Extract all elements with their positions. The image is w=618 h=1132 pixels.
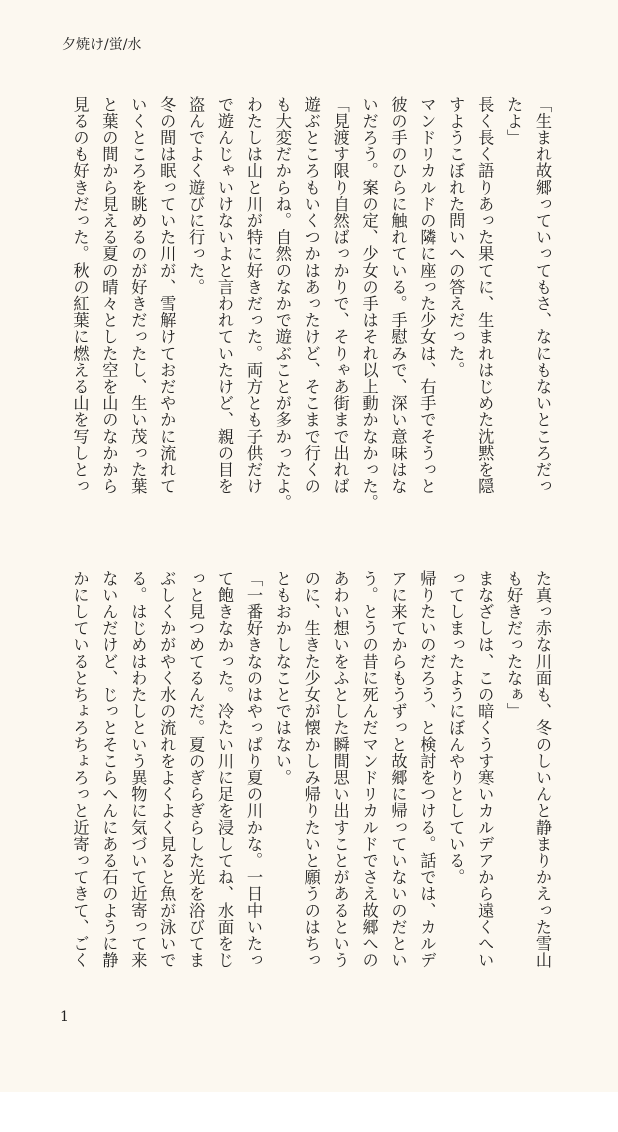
text-line: 帰りたいのだろう、と検討をつける。話では、カルデ — [417, 570, 437, 969]
text-line: 「見渡す限り自然ばっかりで、そりゃあ街まで出れば — [330, 96, 350, 495]
text-line: マンドリカルドの隣に座った少女は、右手でそうっと — [417, 96, 437, 495]
text-line: アに来てからもうずっと故郷に帰っていないのだとい — [388, 570, 408, 969]
text-line: っと見つめてるんだ。夏のぎらぎらした光を浴びてま — [186, 570, 206, 969]
text-line: も好きだったなぁ」 — [504, 570, 524, 720]
text-line: と葉の間から見える夏の晴々とした空を山のなかから — [99, 96, 119, 495]
text-line: かにしているとちょろちょろっと近寄ってきて、ごく — [70, 570, 90, 969]
text-line: いだろう。案の定、少女の手はそれ以上動かなかった。 — [359, 96, 379, 511]
text-line: で遊んじゃいけないよと言われていたけど、親の目を — [215, 96, 235, 495]
text-line: 長く長く語りあった果てに、生まれはじめた沈黙を隠 — [475, 96, 495, 495]
text-line: たよ」 — [504, 96, 524, 146]
text-line: わたしは山と川が特に好きだった。両方とも子供だけ — [243, 96, 263, 495]
text-line: 冬の間は眠っていた川が、雪解けておだやかに流れて — [157, 96, 177, 495]
text-line: 「一番好きなのはやっぱり夏の川かな。一日中いたっ — [243, 570, 263, 969]
text-line: た真っ赤な川面も、冬のしいんと静まりかえった雪山 — [533, 570, 552, 969]
text-line: 盗んでよく遊びに行った。 — [186, 96, 206, 296]
text-line: 見るのも好きだった。秋の紅葉に燃える山を写しとっ — [70, 96, 90, 495]
running-header: 夕焼け/蛍/水 — [62, 37, 142, 53]
text-line: も大変だからね。自然のなかで遊ぶことが多かったよ。 — [272, 96, 292, 511]
text-line: あわい想いをふとした瞬間思い出すことがあるという — [330, 570, 350, 969]
text-line: ともおかしなことではない。 — [272, 570, 292, 786]
text-block-lower — [56, 570, 556, 1010]
text-line: う。とうの昔に死んだマンドリカルドでさえ故郷への — [359, 570, 379, 969]
text-line: ぶしくかがやく水の流れをよくよく見ると魚が泳いで — [157, 570, 177, 969]
text-line: まなざしは、この暗くうす寒いカルデアから遠くへい — [475, 570, 495, 969]
page-number: 1 — [60, 1009, 69, 1025]
text-line: ないんだけど、じっとそこらへんにある石のように静 — [99, 570, 119, 969]
text-line: 「生まれ故郷っていってもさ、なにもないところだっ — [533, 96, 552, 495]
text-line: る。はじめはわたしという異物に気づいて近寄って来 — [128, 570, 148, 969]
text-line: ってしまったようにぼんやりとしている。 — [446, 570, 466, 886]
text-line: 彼の手のひらに触れている。手慰みで、深い意味はな — [388, 96, 408, 495]
text-line: のに、生きた少女が懐かしみ帰りたいと願うのはちっ — [301, 570, 321, 969]
text-line: いくところを眺めるのが好きだったし、生い茂った葉 — [128, 96, 148, 495]
text-line: 遊ぶところもいくつかはあったけど、そこまで行くの — [301, 96, 321, 495]
text-line: すようこぼれた問いへの答えだった。 — [446, 96, 466, 379]
page-bottom-margin — [0, 1092, 618, 1132]
text-line: て飽きなかった。冷たい川に足を浸してね、水面をじ — [215, 570, 235, 969]
text-block-upper — [56, 96, 556, 536]
